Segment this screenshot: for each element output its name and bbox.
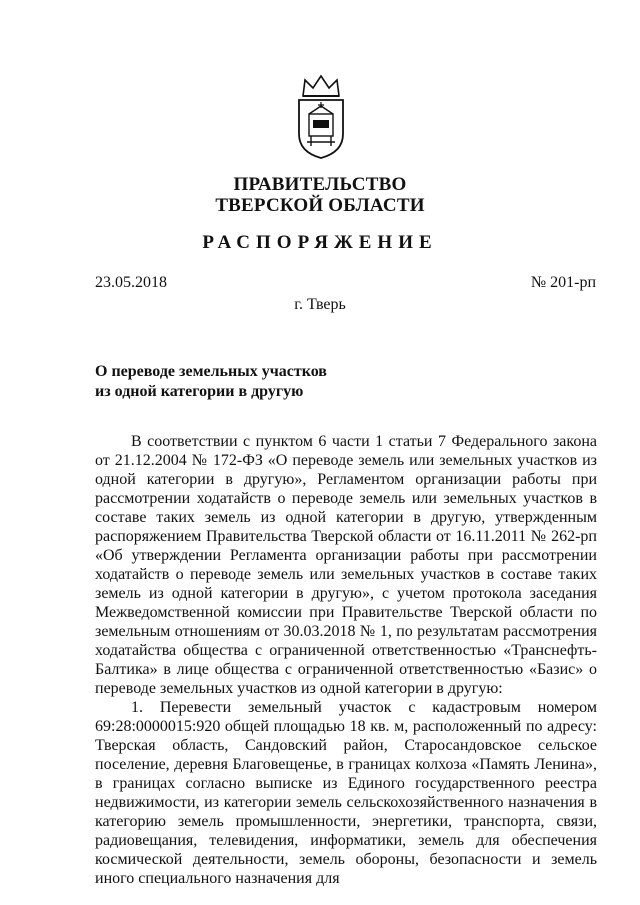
document-type-heading: РАСПОРЯЖЕНИЕ: [202, 232, 438, 253]
document-city: г. Тверь: [294, 296, 346, 313]
body-paragraph-1: В соответствии с пунктом 6 части 1 статьи 7 Федерального закона от 21.12.2004 № 172-ФЗ «О переводе земель или земельных участков из одной категории в другую», Регламентом организации работы при рассмотрении ходатайств о переводе земель или земельных участков в составе таких земель из одной категории в другую, утвержденным распоряжением Правительства Тверской области от 16.11.2011 № 262-рп «Об утверждении Регламента организации работы при рассмотрении ходатайств о переводе земель или земельных участков в составе таких земель из одной категории в другую», с учетом протокола заседания Межведомственной комиссии при Правительстве Тверской области по земельным отношениям от 30.03.2018 № 1, по результатам рассмотрения ходатайства общества с ограниченной ответственностью «Транснефть-Балтика» в лице общества с ограниченной ответственностью «Базис» о переводе земельных участков из одной категории в другую:: [95, 433, 597, 697]
document-date: 23.05.2018: [95, 274, 167, 291]
government-title: ПРАВИТЕЛЬСТВО: [233, 174, 407, 195]
body-paragraph-2: 1. Перевести земельный участок с кадастровым номером 69:28:0000015:920 общей площадью 18 кв. м, расположенный по адресу: Тверская область, Сандовский район, Старосандовское сельское поселение, деревня Благовещенье, в границах колхоза «Память Ленина», в границах согласно выписке из Единого государственного реестра недвижимости, из категории земель сельскохозяйственного назначения в категорию земель промышленности, энергетики, транспорта, связи, радиовещания, телевидения, информатики, земель для обеспечения космической деятельности, земель обороны, безопасности и земель иного специального назначения для: [95, 699, 597, 887]
document-number: № 201-рп: [530, 274, 596, 291]
document-subject: [95, 362, 327, 402]
subject-line-2: из одной категории в другую: [95, 383, 304, 400]
document-body: [95, 432, 597, 888]
coat-of-arms-icon: [295, 72, 347, 160]
subject-line-1: О переводе земельных участков: [95, 363, 327, 380]
government-region-title: ТВЕРСКОЙ ОБЛАСТИ: [215, 195, 425, 216]
